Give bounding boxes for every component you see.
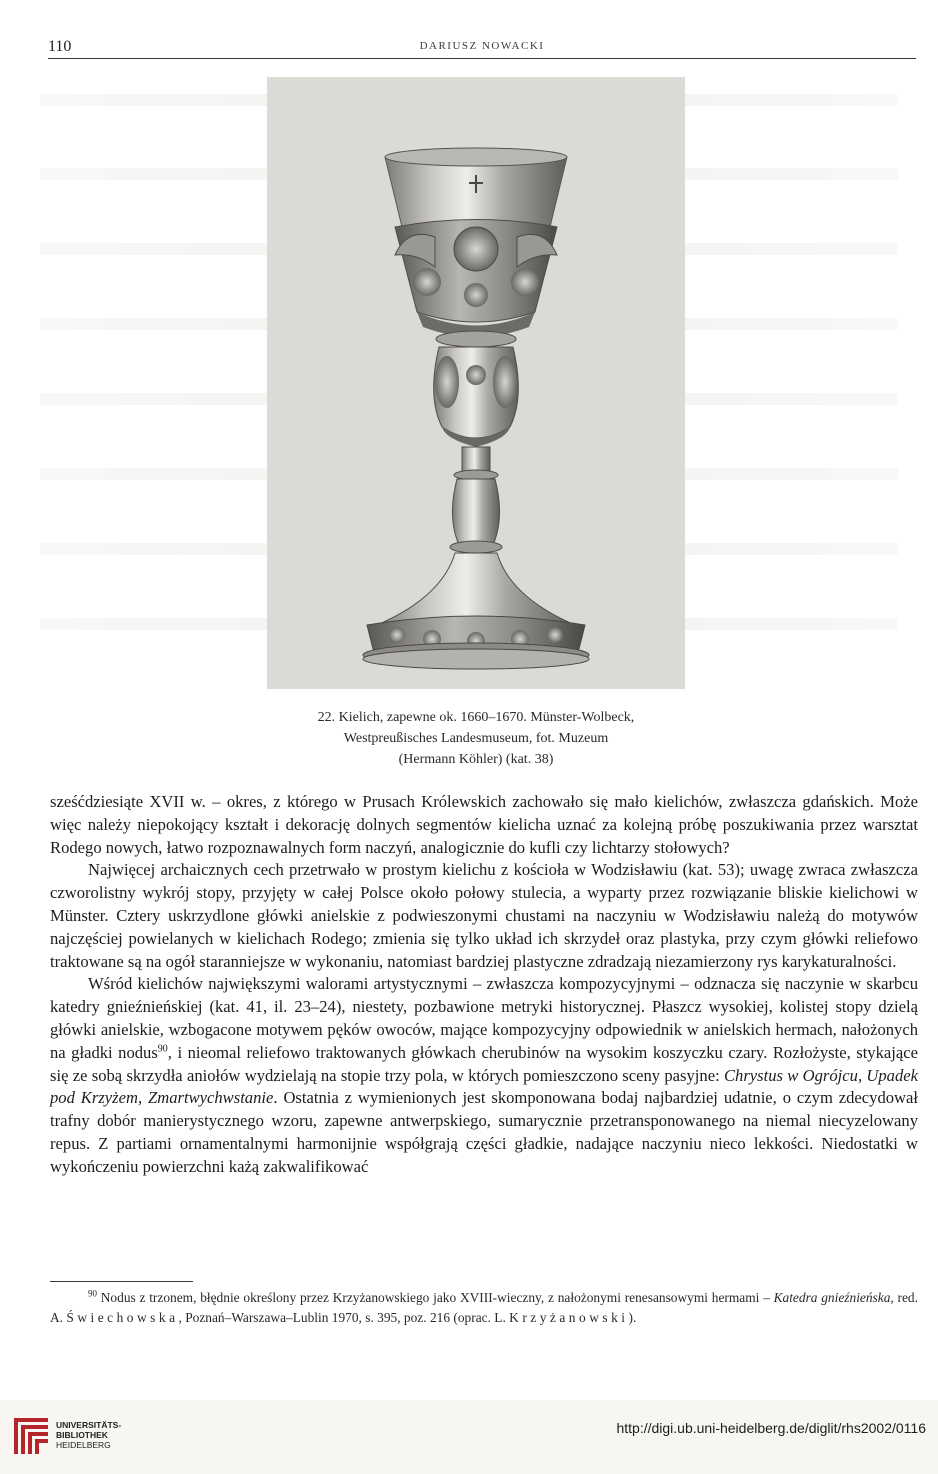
footnote (50, 1288, 918, 1328)
italic-title: Katedra gnieźnieńska (773, 1290, 891, 1305)
body-text (50, 791, 918, 1179)
paragraph: Najwięcej archaicznych cech przetrwało w prostym kielichu z kościoła w Wodzisławiu (kat. 53); uwagę zwraca zwłaszcza czworolistny wykrój stopy, przyjęty w całej Polsce około połowy stulecia, a wyparty przez rozwiązanie bliskie kielichowi w Münster. Cztery uskrzydlone główki anielskie z podwieszonymi chustami na naczyniu w Wodzisławiu należą do motywów najczęściej powielanych w kielichach Rodego; zmienia się tylko układ ich skrzydeł oraz plastyka, przy czym główki reliefowo traktowane są na ogół staranniejsze w wykonaniu, natomiast bardziej plastyczne zdradzają niezamierzony rys karykaturalności. (50, 860, 918, 971)
footnote-number: 90 (88, 1288, 97, 1299)
caption-line: 22. Kielich, zapewne ok. 1660–1670. Münster-Wolbeck, (317, 710, 635, 725)
library-name-line: UNIVERSITÄTS- (56, 1420, 122, 1430)
italic-titles: Chrystus w Ogrójcu, Upadek pod Krzyżem, Zmartwychwstanie (50, 1065, 918, 1108)
library-name (56, 1420, 121, 1450)
text-run: , Poznań–Warszawa–Lublin 1970, s. 395, poz. 216 (oprac. L. (178, 1310, 510, 1325)
library-name-line: BIBLIOTHEK (56, 1430, 108, 1440)
caption-line: Westpreußisches Landesmuseum, fot. Muzeum (343, 731, 609, 746)
chalice-photograph (267, 77, 685, 689)
page-number: 110 (48, 38, 72, 55)
text-run: , red. A. (50, 1290, 918, 1325)
text-run: Wśród kielichów największymi walorami artystycznymi – zwłaszcza kompozycyjnymi – odznacza się naczynie w skarbcu katedry gnieźnieńskiej (kat. 41, il. 23–24), niestety, pozbawione metryki historycznej. Płaszcz wysokiej, kolistej stopy dzielą główki anielskie, wzbogacone motywem pęków owoców, mające kompozycyjny odpowiednik w anielskich hermach, nałożonych na gładki nodus (50, 974, 918, 1062)
footnote-ref[interactable]: 90 (157, 1043, 168, 1055)
paragraph (50, 973, 918, 1178)
footnote-rule (50, 1281, 193, 1282)
spaced-name: Świechowska (66, 1310, 179, 1325)
spaced-name: Krzyżanowski (509, 1310, 629, 1325)
source-url-link[interactable]: http://digi.ub.uni-heidelberg.de/diglit/rhs2002/0116 (616, 1420, 926, 1436)
running-head (48, 36, 916, 59)
text-run: , i nieomal reliefowo traktowanych główkach cherubinów na wysokim koszyczku czary. Rozłożyste, stykające się ze sobą skrzydła aniołów wydzielają na stopie trzy pola, w których pomieszczono sceny pasyjne: (50, 1042, 918, 1085)
running-head-author: DARIUSZ NOWACKI (419, 40, 545, 52)
library-logo-icon[interactable] (12, 1416, 52, 1458)
text-run: ). (628, 1310, 637, 1325)
text-run: . Ostatnia z wymienionych jest skomponowana bodaj najbardziej udatnie, o czym zdecydował trafny dobór manierystycznego wzoru, zapewne antwerpskiego, sumarycznie przetransponowanego na niemal niecyzelowany repus. Z partiami ornamentalnymi harmonijnie współgrają części gładkie, nadające naczyniu nieco lekkości. Niedostatki w wykończeniu powierzchni każą zakwalifikować (50, 1088, 918, 1176)
chalice-image (267, 77, 685, 689)
library-name-line: HEIDELBERG (56, 1440, 111, 1450)
library-footer (0, 1400, 938, 1474)
paragraph: sześćdziesiąte XVII w. – okres, z którego w Prusach Królewskich zachowało się mało kielichów, zwłaszcza gdańskich. Może więc należy niepokojący kształt i dekorację dolnych segmentów kielicha uznać za kolejną próbę poszukiwania przez warsztat Rodego nowych, łatwo rozpoznawalnych form naczyń, analogicznie do kufli czy lichtarzy stołowych? (50, 792, 918, 857)
figure-caption (200, 707, 752, 770)
text-run: Nodus z trzonem, błędnie określony przez Krzyżanowskiego jako XVIII-wieczny, z nałożonymi renesansowymi hermami – (97, 1290, 774, 1305)
caption-line: (Hermann Köhler) (kat. 38) (398, 752, 554, 767)
